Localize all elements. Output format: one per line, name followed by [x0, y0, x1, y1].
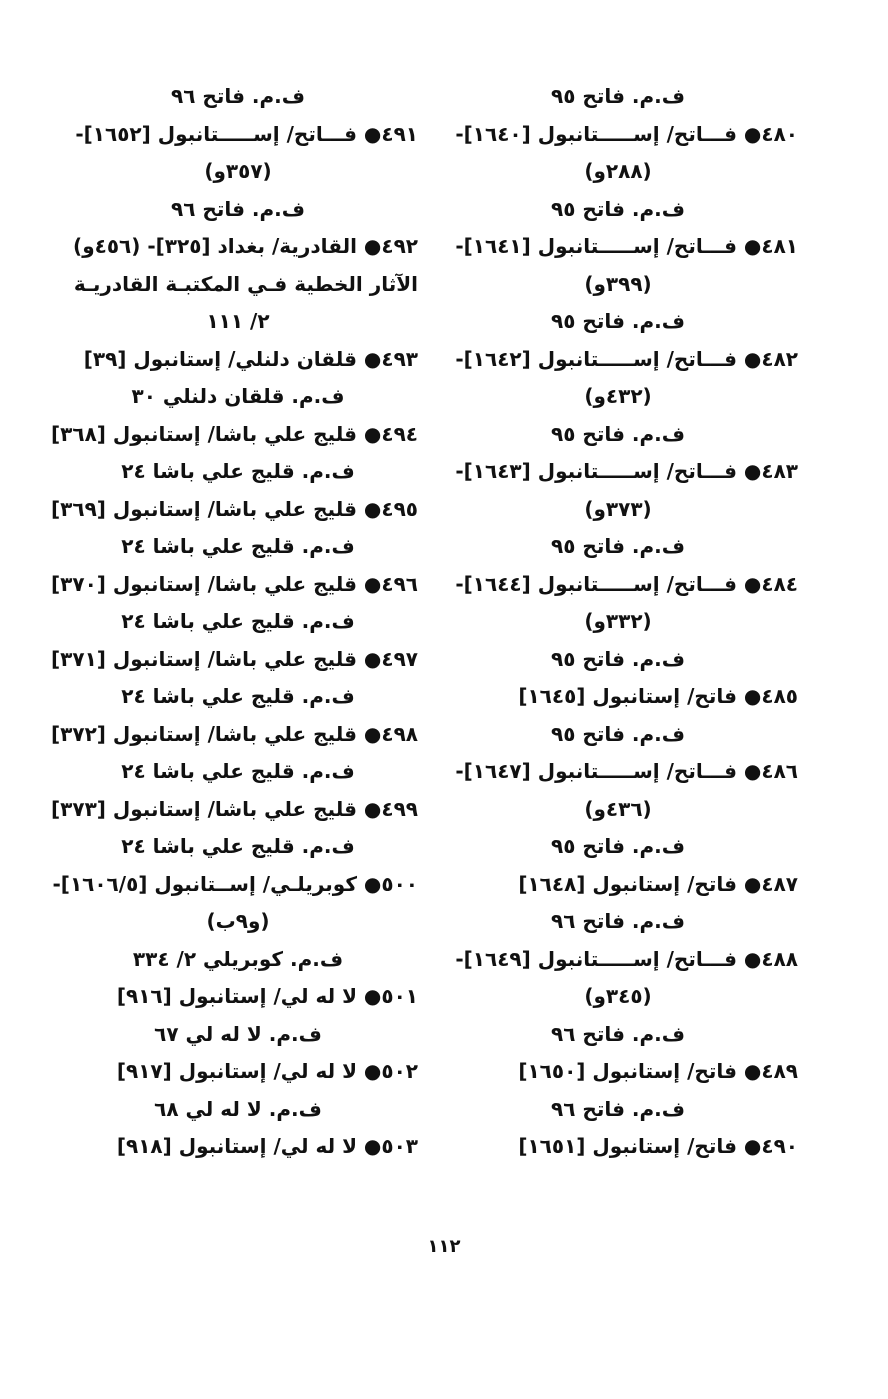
reference-line: ف.م. قليج علي باشا ٢٤: [121, 834, 355, 858]
catalog-entry: ٤٩٨● قليج علي باشا/ إستانبول [٣٧٢]: [51, 721, 418, 746]
catalog-entry: ٤٨٥● فاتح/ إستانبول [١٦٤٥]: [518, 684, 798, 708]
reference-line: ف.م. قليج علي باشا ٢٤: [121, 759, 355, 783]
catalog-entry: ٤٩٦● قليج علي باشا/ إستانبول [٣٧٠]: [51, 571, 418, 596]
reference-line: ف.م. فاتح ٩٥: [551, 196, 685, 221]
catalog-entry: ٤٨٨● فـــاتح/ إســـــتانبول [١٦٤٩]-: [455, 946, 798, 971]
catalog-entry: ٤٩٢● القادرية/ بغداد [٣٢٥]- (٤٥٦و): [73, 234, 418, 258]
reference-line: ف.م. فاتح ٩٦: [551, 909, 685, 933]
catalog-entry: ٤٩٩● قليج علي باشا/ إستانبول [٣٧٣]: [51, 796, 418, 821]
catalog-entry: ٤٩٧● قليج علي باشا/ إستانبول [٣٧١]: [51, 646, 418, 671]
reference-line: ف.م. فاتح ٩٥: [551, 84, 685, 108]
catalog-entry: ٤٨٢● فـــاتح/ إســـــتانبول [١٦٤٢]-: [455, 346, 798, 371]
catalog-entry: ٤٨١● فـــاتح/ إســـــتانبول [١٦٤١]-: [455, 234, 798, 258]
reference-line: ٢/ ١١١: [206, 309, 270, 333]
reference-line: ف.م. لا له لي ٦٧: [154, 1021, 322, 1046]
reference-line: ف.م. فاتح ٩٥: [551, 309, 685, 333]
catalog-entry: ٤٩٠● فاتح/ إستانبول [١٦٥١]: [518, 1134, 798, 1158]
catalog-entry: ٤٨٦● فـــاتح/ إســـــتانبول [١٦٤٧]-: [455, 759, 798, 783]
catalog-entry: ٤٩٤● قليج علي باشا/ إستانبول [٣٦٨]: [51, 421, 418, 446]
page-number: ١١٢: [427, 1236, 461, 1257]
catalog-entry: ٤٩٥● قليج علي باشا/ إستانبول [٣٦٩]: [51, 496, 418, 521]
reference-line: (٤٣٦و): [584, 796, 652, 821]
catalog-entry: ٥٠٣● لا له لي/ إستانبول [٩١٨]: [116, 1134, 418, 1158]
reference-line: (٣٥٧و): [204, 159, 272, 183]
reference-line: ف.م. قليج علي باشا ٢٤: [121, 534, 355, 558]
reference-line: ف.م. فاتح ٩٦: [551, 1021, 685, 1046]
reference-line: (٣٩٩و): [584, 271, 652, 296]
reference-line: ف.م. لا له لي ٦٨: [154, 1096, 322, 1121]
catalog-entry: ٥٠٠● كوبريلـي/ إســتانبول [١٦٠٦/٥]-: [52, 871, 418, 896]
right-column: [438, 78, 798, 1166]
catalog-entry: ٤٨٤● فـــاتح/ إســـــتانبول [١٦٤٤]-: [455, 571, 798, 596]
reference-line: ف.م. قليج علي باشا ٢٤: [121, 609, 355, 633]
catalog-entry: ٤٩١● فـــاتح/ إســـــتانبول [١٦٥٢]-: [75, 121, 418, 146]
reference-line: ف.م. قليج علي باشا ٢٤: [121, 684, 355, 708]
reference-line: (٢٨٨و): [584, 159, 652, 183]
reference-line: (٣٣٢و): [584, 609, 652, 633]
reference-line: (و٩ب): [206, 909, 270, 933]
reference-line: (٣٤٥و): [584, 984, 652, 1008]
reference-line: (٣٧٣و): [584, 496, 652, 521]
reference-line: (٤٣٢و): [584, 384, 652, 408]
catalog-entry: ٥٠٢● لا له لي/ إستانبول [٩١٧]: [116, 1059, 418, 1083]
catalog-entry: ٤٨٩● فاتح/ إستانبول [١٦٥٠]: [518, 1059, 798, 1083]
reference-line: ف.م. فاتح ٩٦: [171, 84, 305, 108]
reference-line: ف.م. فاتح ٩٥: [551, 534, 685, 558]
catalog-entry: ٤٨٧● فاتح/ إستانبول [١٦٤٨]: [518, 871, 798, 896]
catalog-entry: ٤٨٣● فـــاتح/ إســـــتانبول [١٦٤٣]-: [455, 459, 798, 483]
catalog-entry: الآثار الخطية فـي المكتبـة القادريـة: [73, 271, 418, 296]
reference-line: ف.م. قلقان دلنلي ٣٠: [131, 384, 345, 408]
catalog-entry: ٤٨٠● فـــاتح/ إســـــتانبول [١٦٤٠]-: [455, 121, 798, 146]
reference-line: ف.م. قليج علي باشا ٢٤: [121, 459, 355, 483]
catalog-entry: ٥٠١● لا له لي/ إستانبول [٩١٦]: [116, 984, 418, 1008]
reference-line: ف.م. فاتح ٩٦: [171, 196, 305, 221]
reference-line: ف.م. فاتح ٩٥: [551, 834, 685, 858]
reference-line: ف.م. كوبريلي ٢/ ٣٣٤: [132, 946, 344, 971]
reference-line: ف.م. فاتح ٩٥: [551, 721, 685, 746]
reference-line: ف.م. فاتح ٩٦: [551, 1096, 685, 1121]
reference-line: ف.م. فاتح ٩٥: [551, 646, 685, 671]
catalog-entry: ٤٩٣● قلقان دلنلي/ إستانبول [٣٩]: [83, 346, 418, 371]
left-column: [51, 78, 418, 1166]
reference-line: ف.م. فاتح ٩٥: [551, 421, 685, 446]
